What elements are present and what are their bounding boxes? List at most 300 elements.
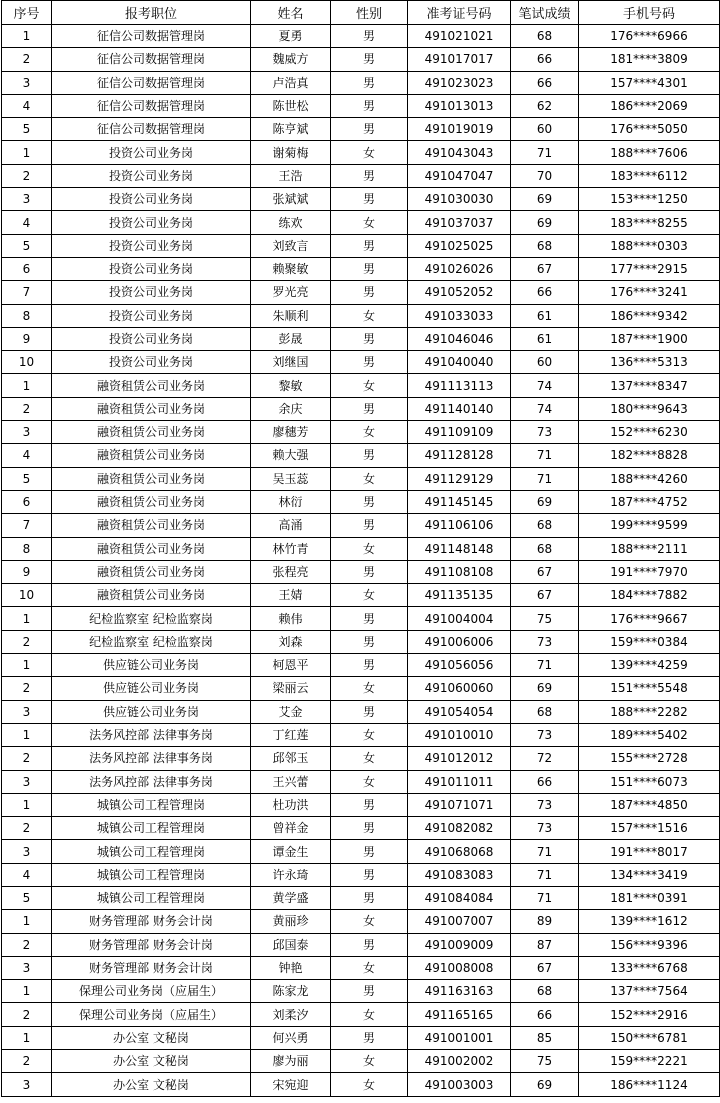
cell-position: 融资租赁公司业务岗 bbox=[52, 397, 251, 420]
cell-exam-number: 491163163 bbox=[408, 980, 511, 1003]
cell-phone: 155****2728 bbox=[579, 747, 720, 770]
cell-seq: 2 bbox=[2, 677, 52, 700]
cell-seq: 2 bbox=[2, 630, 52, 653]
cell-score: 71 bbox=[511, 863, 579, 886]
cell-phone: 186****1124 bbox=[579, 1073, 720, 1096]
cell-name: 王兴蕾 bbox=[251, 770, 331, 793]
cell-gender: 男 bbox=[331, 234, 408, 257]
cell-gender: 男 bbox=[331, 886, 408, 909]
table-row bbox=[2, 910, 720, 933]
cell-phone: 186****9342 bbox=[579, 304, 720, 327]
cell-seq: 2 bbox=[2, 933, 52, 956]
cell-phone: 176****9667 bbox=[579, 607, 720, 630]
cell-gender: 男 bbox=[331, 560, 408, 583]
cell-position: 保理公司业务岗（应届生） bbox=[52, 1003, 251, 1026]
cell-exam-number: 491068068 bbox=[408, 840, 511, 863]
cell-score: 73 bbox=[511, 723, 579, 746]
cell-name: 黄丽珍 bbox=[251, 910, 331, 933]
cell-gender: 女 bbox=[331, 374, 408, 397]
cell-exam-number: 491109109 bbox=[408, 421, 511, 444]
cell-name: 林竹青 bbox=[251, 537, 331, 560]
cell-score: 71 bbox=[511, 840, 579, 863]
cell-gender: 女 bbox=[331, 677, 408, 700]
cell-seq: 10 bbox=[2, 351, 52, 374]
cell-gender: 男 bbox=[331, 444, 408, 467]
cell-position: 城镇公司工程管理岗 bbox=[52, 793, 251, 816]
cell-position: 融资租赁公司业务岗 bbox=[52, 374, 251, 397]
cell-phone: 191****7970 bbox=[579, 560, 720, 583]
cell-seq: 3 bbox=[2, 700, 52, 723]
cell-exam-number: 491021021 bbox=[408, 25, 511, 48]
table-row bbox=[2, 514, 720, 537]
cell-position: 融资租赁公司业务岗 bbox=[52, 537, 251, 560]
cell-name: 王浩 bbox=[251, 164, 331, 187]
cell-gender: 女 bbox=[331, 537, 408, 560]
cell-score: 85 bbox=[511, 1026, 579, 1049]
cell-name: 刘继国 bbox=[251, 351, 331, 374]
cell-seq: 1 bbox=[2, 654, 52, 677]
cell-name: 高涌 bbox=[251, 514, 331, 537]
cell-phone: 188****2111 bbox=[579, 537, 720, 560]
cell-score: 66 bbox=[511, 71, 579, 94]
cell-seq: 2 bbox=[2, 48, 52, 71]
cell-position: 法务风控部 法律事务岗 bbox=[52, 723, 251, 746]
cell-name: 罗光亮 bbox=[251, 281, 331, 304]
cell-position: 投资公司业务岗 bbox=[52, 164, 251, 187]
cell-seq: 1 bbox=[2, 607, 52, 630]
table-row bbox=[2, 397, 720, 420]
cell-seq: 2 bbox=[2, 1003, 52, 1026]
table-row bbox=[2, 700, 720, 723]
cell-name: 吴玉蕊 bbox=[251, 467, 331, 490]
cell-gender: 男 bbox=[331, 630, 408, 653]
table-row bbox=[2, 584, 720, 607]
cell-gender: 女 bbox=[331, 467, 408, 490]
cell-seq: 3 bbox=[2, 840, 52, 863]
cell-name: 刘柔汐 bbox=[251, 1003, 331, 1026]
cell-exam-number: 491145145 bbox=[408, 490, 511, 513]
table-row bbox=[2, 211, 720, 234]
cell-seq: 6 bbox=[2, 490, 52, 513]
cell-exam-number: 491010010 bbox=[408, 723, 511, 746]
cell-position: 投资公司业务岗 bbox=[52, 304, 251, 327]
cell-seq: 2 bbox=[2, 164, 52, 187]
cell-exam-number: 491084084 bbox=[408, 886, 511, 909]
cell-name: 刘致言 bbox=[251, 234, 331, 257]
cell-score: 75 bbox=[511, 1050, 579, 1073]
cell-gender: 女 bbox=[331, 956, 408, 979]
cell-score: 69 bbox=[511, 490, 579, 513]
cell-position: 征信公司数据管理岗 bbox=[52, 94, 251, 117]
cell-phone: 150****6781 bbox=[579, 1026, 720, 1049]
cell-score: 73 bbox=[511, 793, 579, 816]
results-table bbox=[1, 0, 720, 1097]
header-position: 报考职位 bbox=[52, 1, 251, 25]
cell-exam-number: 491012012 bbox=[408, 747, 511, 770]
cell-gender: 男 bbox=[331, 351, 408, 374]
cell-position: 供应链公司业务岗 bbox=[52, 654, 251, 677]
cell-seq: 2 bbox=[2, 817, 52, 840]
cell-position: 纪检监察室 纪检监察岗 bbox=[52, 630, 251, 653]
cell-name: 曾祥金 bbox=[251, 817, 331, 840]
cell-seq: 2 bbox=[2, 1050, 52, 1073]
cell-exam-number: 491019019 bbox=[408, 118, 511, 141]
cell-phone: 189****5402 bbox=[579, 723, 720, 746]
table-row bbox=[2, 654, 720, 677]
cell-gender: 男 bbox=[331, 281, 408, 304]
table-row bbox=[2, 723, 720, 746]
cell-phone: 176****3241 bbox=[579, 281, 720, 304]
cell-phone: 183****6112 bbox=[579, 164, 720, 187]
table-row bbox=[2, 840, 720, 863]
cell-score: 67 bbox=[511, 584, 579, 607]
cell-position: 融资租赁公司业务岗 bbox=[52, 560, 251, 583]
cell-gender: 男 bbox=[331, 118, 408, 141]
cell-gender: 女 bbox=[331, 1003, 408, 1026]
table-row bbox=[2, 281, 720, 304]
cell-score: 68 bbox=[511, 700, 579, 723]
cell-score: 71 bbox=[511, 444, 579, 467]
cell-seq: 8 bbox=[2, 304, 52, 327]
cell-score: 68 bbox=[511, 234, 579, 257]
cell-exam-number: 491060060 bbox=[408, 677, 511, 700]
cell-name: 陈世松 bbox=[251, 94, 331, 117]
cell-exam-number: 491003003 bbox=[408, 1073, 511, 1096]
cell-phone: 157****1516 bbox=[579, 817, 720, 840]
cell-phone: 181****3809 bbox=[579, 48, 720, 71]
cell-name: 丁红莲 bbox=[251, 723, 331, 746]
cell-name: 王婧 bbox=[251, 584, 331, 607]
cell-exam-number: 491082082 bbox=[408, 817, 511, 840]
cell-name: 柯恩平 bbox=[251, 654, 331, 677]
cell-seq: 1 bbox=[2, 793, 52, 816]
table-row bbox=[2, 1026, 720, 1049]
table-row bbox=[2, 980, 720, 1003]
cell-position: 投资公司业务岗 bbox=[52, 211, 251, 234]
cell-score: 68 bbox=[511, 537, 579, 560]
cell-position: 供应链公司业务岗 bbox=[52, 700, 251, 723]
cell-score: 71 bbox=[511, 654, 579, 677]
cell-gender: 男 bbox=[331, 607, 408, 630]
cell-exam-number: 491054054 bbox=[408, 700, 511, 723]
cell-name: 陈家龙 bbox=[251, 980, 331, 1003]
cell-seq: 3 bbox=[2, 1073, 52, 1096]
table-row bbox=[2, 1050, 720, 1073]
cell-exam-number: 491043043 bbox=[408, 141, 511, 164]
cell-exam-number: 491011011 bbox=[408, 770, 511, 793]
cell-exam-number: 491135135 bbox=[408, 584, 511, 607]
cell-position: 融资租赁公司业务岗 bbox=[52, 584, 251, 607]
table-row bbox=[2, 444, 720, 467]
header-exam-number: 准考证号码 bbox=[408, 1, 511, 25]
cell-gender: 男 bbox=[331, 397, 408, 420]
cell-name: 彭晟 bbox=[251, 327, 331, 350]
cell-position: 融资租赁公司业务岗 bbox=[52, 490, 251, 513]
table-row bbox=[2, 118, 720, 141]
cell-phone: 152****6230 bbox=[579, 421, 720, 444]
cell-score: 69 bbox=[511, 1073, 579, 1096]
cell-position: 法务风控部 法律事务岗 bbox=[52, 747, 251, 770]
header-row bbox=[2, 1, 720, 25]
table-row bbox=[2, 886, 720, 909]
cell-score: 71 bbox=[511, 141, 579, 164]
cell-name: 杜功洪 bbox=[251, 793, 331, 816]
cell-exam-number: 491113113 bbox=[408, 374, 511, 397]
table-row bbox=[2, 560, 720, 583]
cell-seq: 4 bbox=[2, 211, 52, 234]
cell-gender: 男 bbox=[331, 164, 408, 187]
cell-score: 62 bbox=[511, 94, 579, 117]
cell-gender: 男 bbox=[331, 490, 408, 513]
cell-phone: 188****7606 bbox=[579, 141, 720, 164]
cell-exam-number: 491002002 bbox=[408, 1050, 511, 1073]
table-row bbox=[2, 677, 720, 700]
cell-exam-number: 491047047 bbox=[408, 164, 511, 187]
cell-exam-number: 491026026 bbox=[408, 257, 511, 280]
cell-phone: 188****4260 bbox=[579, 467, 720, 490]
cell-seq: 1 bbox=[2, 141, 52, 164]
table-row bbox=[2, 48, 720, 71]
cell-exam-number: 491007007 bbox=[408, 910, 511, 933]
cell-gender: 男 bbox=[331, 48, 408, 71]
cell-phone: 159****0384 bbox=[579, 630, 720, 653]
cell-score: 68 bbox=[511, 980, 579, 1003]
table-row bbox=[2, 770, 720, 793]
cell-score: 69 bbox=[511, 188, 579, 211]
cell-name: 廖穗芳 bbox=[251, 421, 331, 444]
cell-position: 征信公司数据管理岗 bbox=[52, 48, 251, 71]
cell-exam-number: 491006006 bbox=[408, 630, 511, 653]
cell-position: 投资公司业务岗 bbox=[52, 257, 251, 280]
table-row bbox=[2, 1003, 720, 1026]
cell-score: 60 bbox=[511, 351, 579, 374]
cell-phone: 187****1900 bbox=[579, 327, 720, 350]
cell-name: 练欢 bbox=[251, 211, 331, 234]
cell-exam-number: 491148148 bbox=[408, 537, 511, 560]
cell-gender: 男 bbox=[331, 793, 408, 816]
cell-seq: 7 bbox=[2, 281, 52, 304]
cell-gender: 男 bbox=[331, 25, 408, 48]
table-row bbox=[2, 327, 720, 350]
cell-seq: 9 bbox=[2, 327, 52, 350]
cell-exam-number: 491030030 bbox=[408, 188, 511, 211]
cell-name: 许永琦 bbox=[251, 863, 331, 886]
cell-phone: 156****9396 bbox=[579, 933, 720, 956]
cell-seq: 5 bbox=[2, 234, 52, 257]
cell-seq: 10 bbox=[2, 584, 52, 607]
cell-seq: 4 bbox=[2, 863, 52, 886]
cell-position: 纪检监察室 纪检监察岗 bbox=[52, 607, 251, 630]
cell-phone: 139****4259 bbox=[579, 654, 720, 677]
cell-gender: 女 bbox=[331, 723, 408, 746]
cell-position: 城镇公司工程管理岗 bbox=[52, 863, 251, 886]
cell-gender: 男 bbox=[331, 1026, 408, 1049]
table-row bbox=[2, 421, 720, 444]
cell-score: 74 bbox=[511, 397, 579, 420]
cell-position: 征信公司数据管理岗 bbox=[52, 71, 251, 94]
cell-score: 61 bbox=[511, 327, 579, 350]
cell-seq: 3 bbox=[2, 956, 52, 979]
table-row bbox=[2, 25, 720, 48]
cell-phone: 151****6073 bbox=[579, 770, 720, 793]
cell-exam-number: 491009009 bbox=[408, 933, 511, 956]
cell-gender: 女 bbox=[331, 141, 408, 164]
cell-score: 60 bbox=[511, 118, 579, 141]
cell-position: 融资租赁公司业务岗 bbox=[52, 421, 251, 444]
cell-gender: 女 bbox=[331, 421, 408, 444]
cell-position: 城镇公司工程管理岗 bbox=[52, 817, 251, 840]
cell-exam-number: 491106106 bbox=[408, 514, 511, 537]
cell-position: 城镇公司工程管理岗 bbox=[52, 886, 251, 909]
cell-phone: 176****6966 bbox=[579, 25, 720, 48]
cell-gender: 男 bbox=[331, 94, 408, 117]
cell-gender: 男 bbox=[331, 654, 408, 677]
cell-exam-number: 491046046 bbox=[408, 327, 511, 350]
cell-name: 钟艳 bbox=[251, 956, 331, 979]
cell-gender: 男 bbox=[331, 327, 408, 350]
cell-gender: 男 bbox=[331, 840, 408, 863]
cell-score: 72 bbox=[511, 747, 579, 770]
cell-score: 66 bbox=[511, 48, 579, 71]
cell-phone: 177****2915 bbox=[579, 257, 720, 280]
cell-position: 办公室 文秘岗 bbox=[52, 1026, 251, 1049]
cell-score: 68 bbox=[511, 25, 579, 48]
cell-score: 74 bbox=[511, 374, 579, 397]
cell-position: 城镇公司工程管理岗 bbox=[52, 840, 251, 863]
cell-name: 张程亮 bbox=[251, 560, 331, 583]
cell-score: 87 bbox=[511, 933, 579, 956]
cell-seq: 7 bbox=[2, 514, 52, 537]
cell-position: 融资租赁公司业务岗 bbox=[52, 467, 251, 490]
cell-position: 财务管理部 财务会计岗 bbox=[52, 956, 251, 979]
cell-seq: 5 bbox=[2, 467, 52, 490]
cell-seq: 5 bbox=[2, 886, 52, 909]
cell-exam-number: 491108108 bbox=[408, 560, 511, 583]
cell-gender: 女 bbox=[331, 770, 408, 793]
cell-gender: 女 bbox=[331, 910, 408, 933]
cell-phone: 152****2916 bbox=[579, 1003, 720, 1026]
cell-gender: 女 bbox=[331, 304, 408, 327]
cell-score: 61 bbox=[511, 304, 579, 327]
cell-gender: 女 bbox=[331, 584, 408, 607]
cell-score: 68 bbox=[511, 514, 579, 537]
cell-seq: 4 bbox=[2, 94, 52, 117]
cell-seq: 2 bbox=[2, 747, 52, 770]
cell-score: 69 bbox=[511, 211, 579, 234]
cell-phone: 157****4301 bbox=[579, 71, 720, 94]
cell-position: 征信公司数据管理岗 bbox=[52, 25, 251, 48]
cell-phone: 186****2069 bbox=[579, 94, 720, 117]
table-row bbox=[2, 374, 720, 397]
cell-name: 宋宛迎 bbox=[251, 1073, 331, 1096]
table-row bbox=[2, 630, 720, 653]
cell-seq: 1 bbox=[2, 910, 52, 933]
cell-phone: 188****2282 bbox=[579, 700, 720, 723]
cell-name: 陈亨斌 bbox=[251, 118, 331, 141]
table-row bbox=[2, 607, 720, 630]
cell-seq: 3 bbox=[2, 421, 52, 444]
cell-gender: 男 bbox=[331, 817, 408, 840]
header-score: 笔试成绩 bbox=[511, 1, 579, 25]
cell-exam-number: 491083083 bbox=[408, 863, 511, 886]
cell-position: 办公室 文秘岗 bbox=[52, 1050, 251, 1073]
cell-phone: 182****8828 bbox=[579, 444, 720, 467]
cell-score: 67 bbox=[511, 956, 579, 979]
table-row bbox=[2, 94, 720, 117]
table-row bbox=[2, 234, 720, 257]
cell-position: 办公室 文秘岗 bbox=[52, 1073, 251, 1096]
cell-exam-number: 491023023 bbox=[408, 71, 511, 94]
cell-position: 财务管理部 财务会计岗 bbox=[52, 933, 251, 956]
cell-phone: 137****8347 bbox=[579, 374, 720, 397]
cell-position: 投资公司业务岗 bbox=[52, 281, 251, 304]
cell-score: 73 bbox=[511, 630, 579, 653]
cell-seq: 1 bbox=[2, 723, 52, 746]
cell-exam-number: 491165165 bbox=[408, 1003, 511, 1026]
header-seq: 序号 bbox=[2, 1, 52, 25]
cell-seq: 3 bbox=[2, 188, 52, 211]
cell-name: 刘森 bbox=[251, 630, 331, 653]
cell-position: 征信公司数据管理岗 bbox=[52, 118, 251, 141]
table-row bbox=[2, 863, 720, 886]
table-row bbox=[2, 304, 720, 327]
cell-phone: 151****5548 bbox=[579, 677, 720, 700]
cell-name: 赖伟 bbox=[251, 607, 331, 630]
cell-position: 法务风控部 法律事务岗 bbox=[52, 770, 251, 793]
cell-score: 66 bbox=[511, 1003, 579, 1026]
cell-name: 余庆 bbox=[251, 397, 331, 420]
cell-seq: 1 bbox=[2, 1026, 52, 1049]
cell-seq: 3 bbox=[2, 71, 52, 94]
cell-seq: 1 bbox=[2, 374, 52, 397]
cell-name: 林衍 bbox=[251, 490, 331, 513]
cell-gender: 女 bbox=[331, 747, 408, 770]
cell-position: 投资公司业务岗 bbox=[52, 351, 251, 374]
cell-name: 魏威方 bbox=[251, 48, 331, 71]
cell-gender: 男 bbox=[331, 188, 408, 211]
table-row bbox=[2, 467, 720, 490]
cell-phone: 187****4752 bbox=[579, 490, 720, 513]
cell-phone: 134****3419 bbox=[579, 863, 720, 886]
cell-phone: 180****9643 bbox=[579, 397, 720, 420]
cell-position: 投资公司业务岗 bbox=[52, 188, 251, 211]
cell-score: 71 bbox=[511, 886, 579, 909]
cell-seq: 1 bbox=[2, 980, 52, 1003]
cell-name: 赖大强 bbox=[251, 444, 331, 467]
cell-name: 卢浩真 bbox=[251, 71, 331, 94]
cell-gender: 男 bbox=[331, 514, 408, 537]
table-row bbox=[2, 490, 720, 513]
cell-phone: 191****8017 bbox=[579, 840, 720, 863]
cell-score: 73 bbox=[511, 421, 579, 444]
cell-seq: 5 bbox=[2, 118, 52, 141]
cell-seq: 4 bbox=[2, 444, 52, 467]
cell-score: 71 bbox=[511, 467, 579, 490]
cell-seq: 1 bbox=[2, 25, 52, 48]
table-row bbox=[2, 164, 720, 187]
cell-score: 66 bbox=[511, 281, 579, 304]
cell-gender: 男 bbox=[331, 700, 408, 723]
cell-exam-number: 491140140 bbox=[408, 397, 511, 420]
cell-score: 70 bbox=[511, 164, 579, 187]
cell-phone: 159****2221 bbox=[579, 1050, 720, 1073]
cell-score: 89 bbox=[511, 910, 579, 933]
cell-phone: 176****5050 bbox=[579, 118, 720, 141]
cell-phone: 153****1250 bbox=[579, 188, 720, 211]
table-row bbox=[2, 141, 720, 164]
cell-position: 供应链公司业务岗 bbox=[52, 677, 251, 700]
table-row bbox=[2, 351, 720, 374]
